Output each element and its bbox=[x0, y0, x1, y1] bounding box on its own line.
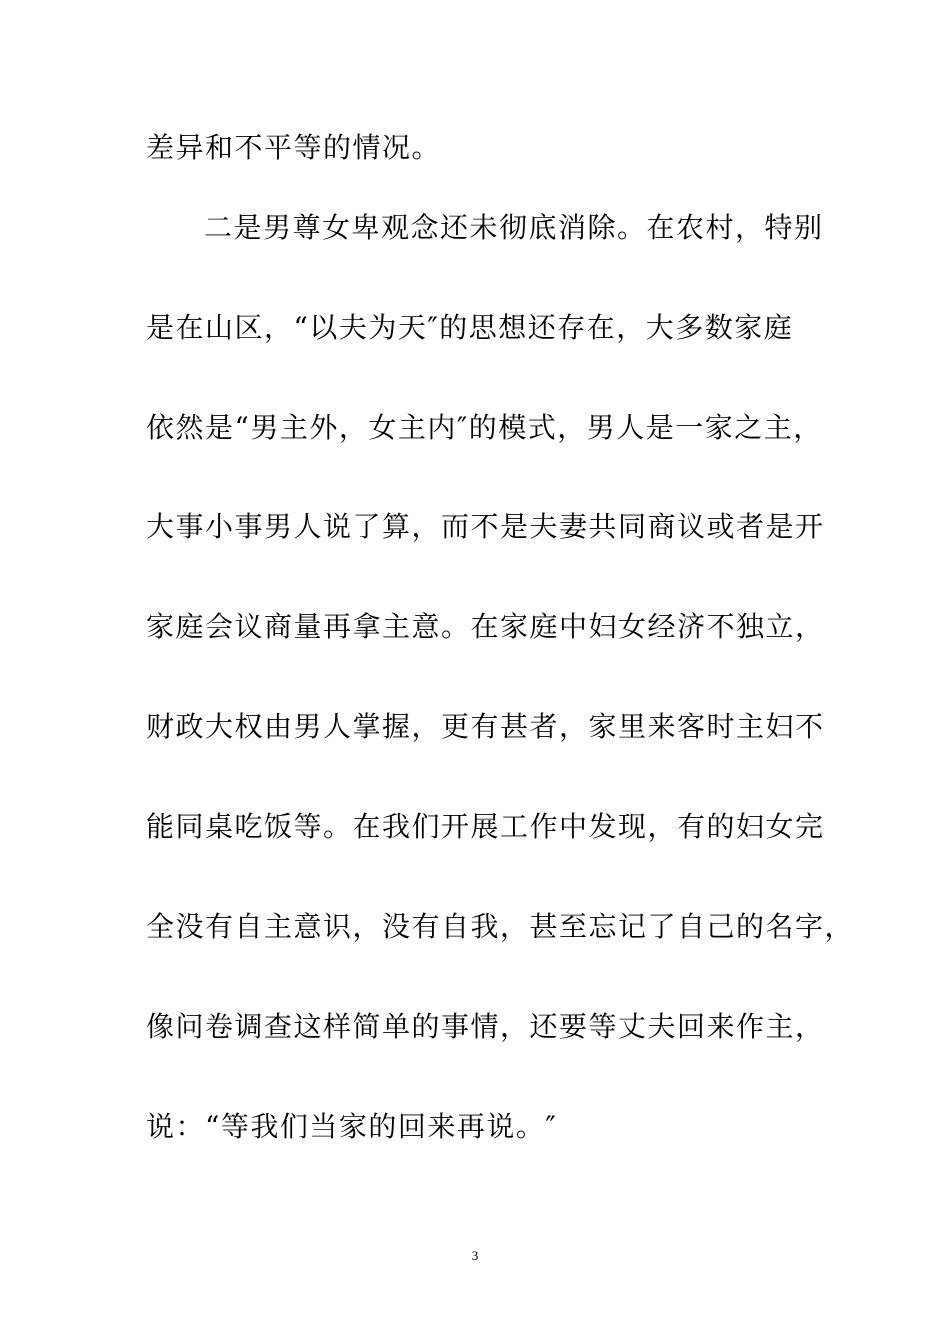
paragraph-line: 是在山区，“以夫为天″的思想还存在，大多数家庭 bbox=[146, 311, 794, 344]
paragraph-line: 像问卷调查这样简单的事情，还要等丈夫回来作主， bbox=[146, 1010, 825, 1043]
paragraph-line: 能同桌吃饭等。在我们开展工作中发现，有的妇女完 bbox=[146, 810, 825, 843]
paragraph-line: 二是男尊女卑观念还未彻底消除。在农村，特别 bbox=[204, 211, 824, 244]
page-number: 3 bbox=[471, 1248, 479, 1263]
paragraph-line: 依然是“男主外，女主内″的模式，男人是一家之主， bbox=[146, 411, 823, 444]
paragraph-line: 差异和不平等的情况。 bbox=[146, 131, 442, 164]
paragraph-line: 说：“等我们当家的回来再说。″ bbox=[146, 1110, 558, 1143]
paragraph-line: 财政大权由男人掌握，更有甚者，家里来客时主妇不 bbox=[146, 710, 825, 743]
paragraph-line: 家庭会议商量再拿主意。在家庭中妇女经济不独立， bbox=[146, 610, 825, 643]
paragraph-line: 大事小事男人说了算，而不是夫妻共同商议或者是开 bbox=[146, 510, 825, 543]
paragraph-line: 全没有自主意识，没有自我，甚至忘记了自己的名字， bbox=[146, 910, 855, 943]
